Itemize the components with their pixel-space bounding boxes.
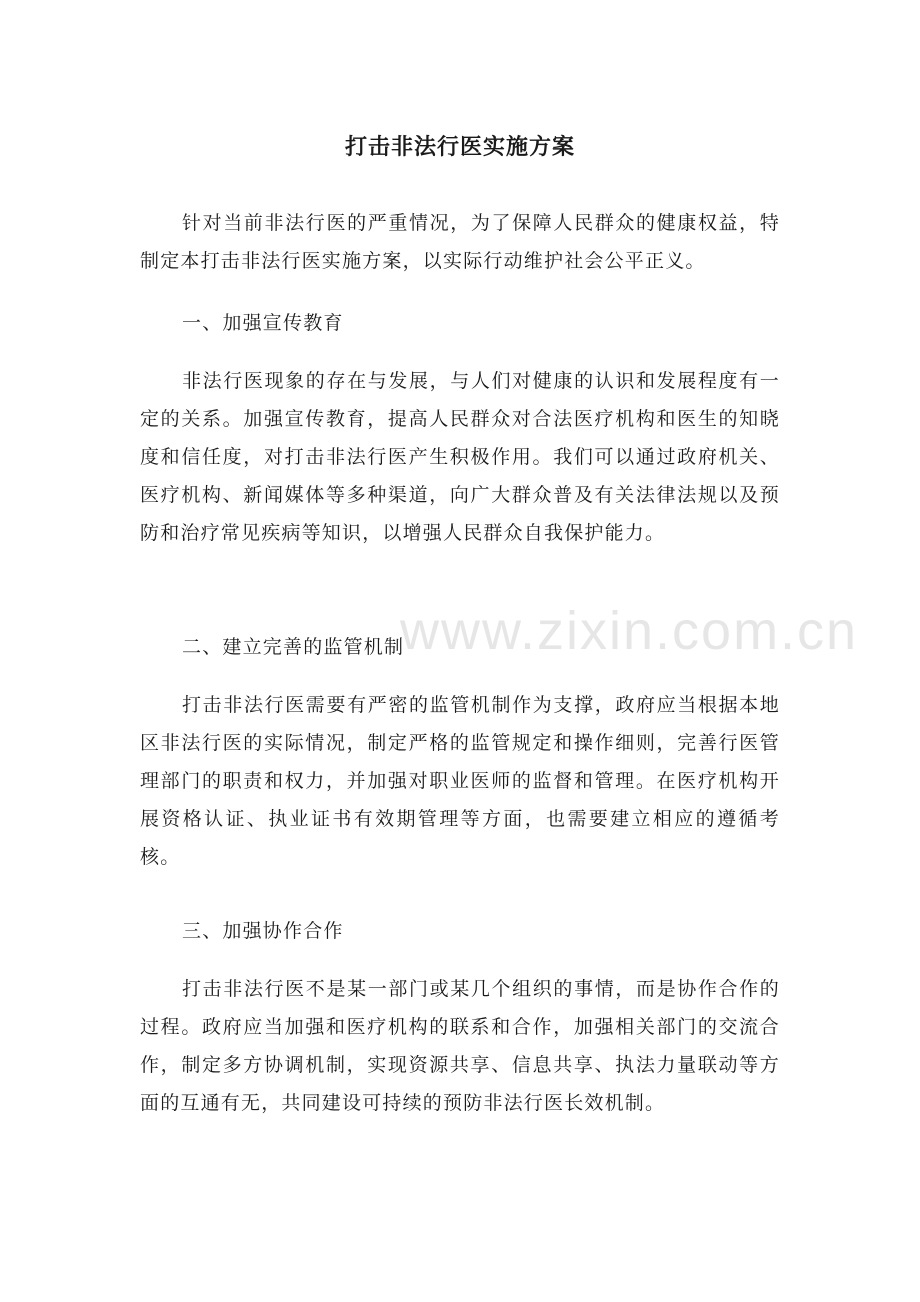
section-1-body: 非法行医现象的存在与发展，与人们对健康的认识和发展程度有一定的关系。加强宣传教育，提高人民群众对合法医疗机构和医生的知晓度和信任度，对打击非法行医产生积极作用。我们可以通过政府机关、医疗机构、新闻媒体等多种渠道，向广大群众普及有关法律法规以及预防和治疗常见疾病等知识，以增强人民群众自我保护能力。 — [140, 370, 780, 544]
section-2-heading: 二、建立完善的监管机制 — [182, 636, 405, 658]
section-2-body: 打击非法行医需要有严密的监管机制作为支撑，政府应当根据本地区非法行医的实际情况，制定严格的监管规定和操作细则，完善行医管理部门的职责和权力，并加强对职业医师的监督和管理。在医疗机构开展资格认证、执业证书有效期管理等方面，也需要建立相应的遵循考核。 — [140, 694, 780, 868]
section-3-body: 打击非法行医不是某一部门或某几个组织的事情，而是协作合作的过程。政府应当加强和医疗机构的联系和合作，加强相关部门的交流合作，制定多方协调机制，实现资源共享、信息共享、执法力量联动等方面的互通有无，共同建设可持续的预防非法行医长效机制。 — [140, 978, 780, 1114]
section-1-heading: 一、加强宣传教育 — [182, 312, 344, 334]
intro-paragraph: 针对当前非法行医的严重情况，为了保障人民群众的健康权益，特制定本打击非法行医实施方案，以实际行动维护社会公平正义。 — [140, 212, 780, 272]
document-title: 打击非法行医实施方案 — [344, 135, 575, 160]
watermark: www.zixin.com.cn — [400, 601, 859, 661]
section-3-heading: 三、加强协作合作 — [182, 920, 344, 942]
